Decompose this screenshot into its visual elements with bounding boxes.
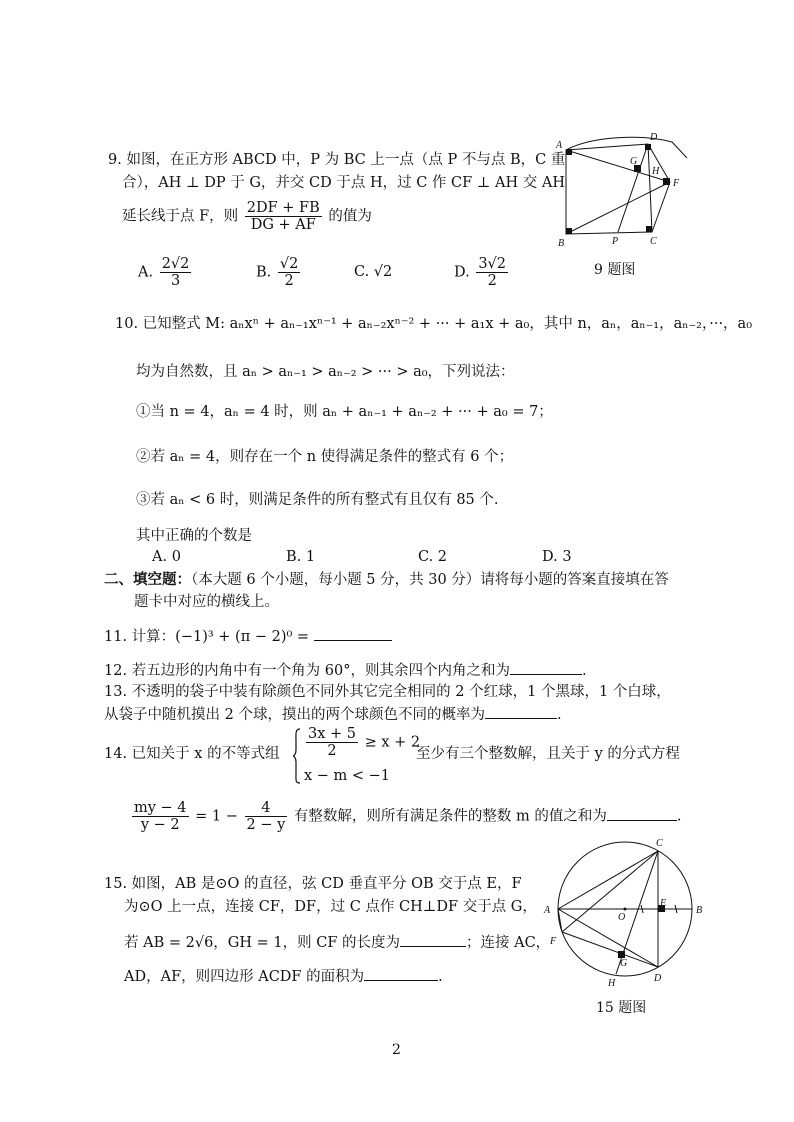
q14-eq-denominator-1: y − 2 bbox=[140, 817, 180, 833]
q15-line3-text: 若 AB = 2√6，GH = 1，则 CF 的长度为 bbox=[124, 935, 400, 951]
option-denominator: 2 bbox=[284, 273, 294, 289]
q10-option-c: C. 2 bbox=[418, 549, 448, 565]
q15-line4 bbox=[124, 966, 443, 987]
q10-option-b: B. 1 bbox=[286, 549, 316, 565]
q13-line2 bbox=[104, 704, 562, 725]
label-g: G bbox=[620, 958, 628, 969]
page-number: 2 bbox=[392, 1042, 401, 1058]
label-a: A bbox=[556, 140, 563, 151]
q10-option-d: D. 3 bbox=[542, 549, 572, 565]
label-f: F bbox=[673, 178, 680, 189]
q11-text: 11. 计算：(−1)³ + (π − 2)⁰ = bbox=[104, 629, 310, 645]
right-angle-mark-c bbox=[646, 226, 652, 232]
label-p: P bbox=[612, 236, 619, 247]
center-point-o bbox=[624, 908, 627, 911]
option-label: B. bbox=[256, 264, 272, 281]
section2-heading-line bbox=[104, 570, 669, 590]
label-g: G bbox=[630, 156, 638, 167]
q14-end: . bbox=[676, 808, 682, 825]
section2-desc2: 题卡中对应的横线上。 bbox=[134, 594, 279, 610]
option-numerator: 3√2 bbox=[478, 256, 507, 272]
label-b: B bbox=[696, 905, 703, 916]
q10-ask: 其中正确的个数是 bbox=[136, 528, 252, 544]
q9-option-a bbox=[138, 256, 193, 289]
q14-ineq1-numerator: 3x + 5 bbox=[308, 726, 356, 742]
q11-answer-blank[interactable] bbox=[314, 626, 392, 641]
q9-line3-pre: 延长线于点 F，则 bbox=[122, 208, 239, 225]
q15-line3 bbox=[124, 932, 550, 953]
q9-option-b bbox=[256, 256, 302, 289]
q12-text: 12. 若五边形的内角中有一个角为 60°，则其余四个内角之和为 bbox=[104, 663, 510, 679]
option-numerator: √2 bbox=[279, 256, 299, 272]
segment-ac bbox=[558, 851, 658, 909]
label-b: B bbox=[558, 238, 565, 249]
q14-inequality-1 bbox=[304, 726, 420, 759]
option-denominator: 2 bbox=[487, 273, 497, 289]
label-a: A bbox=[544, 905, 551, 916]
q14-answer-blank[interactable] bbox=[607, 806, 677, 821]
label-h: H bbox=[608, 978, 616, 989]
q13-end: . bbox=[556, 707, 562, 723]
q15-end: . bbox=[438, 969, 443, 985]
option-label: A. bbox=[138, 264, 154, 281]
label-f: F bbox=[550, 936, 557, 947]
q15-line4-text: AD，AF，则四边形 ACDF 的面积为 bbox=[124, 969, 365, 985]
q15-figure-caption: 15 题图 bbox=[596, 1000, 647, 1016]
right-angle-mark-g bbox=[618, 951, 625, 958]
label-c: C bbox=[656, 838, 663, 849]
q14-line2 bbox=[130, 800, 682, 833]
q10-statement-2: ②若 aₙ = 4，则存在一个 n 使得满足条件的整式有 6 个； bbox=[136, 449, 514, 465]
q10-statement-1: ①当 n = 4，aₙ = 4 时，则 aₙ + aₙ₋₁ + aₙ₋₂ + ··· + a₀ = 7； bbox=[136, 404, 553, 420]
label-e: E bbox=[660, 898, 667, 909]
q9-option-c bbox=[354, 262, 392, 282]
q10-option-a: A. 0 bbox=[152, 549, 181, 565]
q15-answer-blank-1[interactable] bbox=[400, 932, 466, 947]
right-angle-mark-a bbox=[566, 149, 572, 155]
q11 bbox=[104, 626, 392, 647]
q12 bbox=[104, 660, 587, 681]
q12-end: . bbox=[581, 663, 587, 679]
q13-line2-text: 从袋子中随机摸出 2 个球，摸出的两个球颜色不同的概率为 bbox=[104, 707, 485, 723]
q14-eq-denominator-2: 2 − y bbox=[246, 817, 286, 833]
q10-line1: 10. 已知整式 M: aₙxⁿ + aₙ₋₁xⁿ⁻¹ + aₙ₋₂xⁿ⁻² + ··· + a₁x + a₀，其中 n，aₙ，aₙ₋₁，aₙ₋₂，···，a₀ bbox=[115, 316, 753, 332]
q15-answer-blank-2[interactable] bbox=[364, 966, 438, 981]
q14-post: 至少有三个整数解，且关于 y 的分式方程 bbox=[416, 746, 680, 762]
q14-brace bbox=[292, 728, 302, 784]
q14-eq-mid: = 1 − bbox=[195, 808, 238, 825]
q9-figure bbox=[552, 128, 692, 250]
label-d: D bbox=[654, 973, 662, 984]
q12-answer-blank[interactable] bbox=[510, 660, 582, 675]
q9-option-d bbox=[454, 256, 510, 289]
label-c: C bbox=[650, 236, 657, 247]
option-value: √2 bbox=[373, 264, 393, 280]
square-abcd bbox=[566, 144, 652, 234]
option-numerator: 2√2 bbox=[161, 256, 190, 272]
q13-line1: 13. 不透明的袋子中装有除颜色不同外其它完全相同的 2 个红球，1 个黑球，1 个白球， bbox=[104, 684, 671, 700]
option-label: D. bbox=[454, 264, 470, 281]
q9-fraction-numerator: 2DF + FB bbox=[246, 200, 320, 216]
label-h: H bbox=[652, 166, 660, 177]
q9-fraction-denominator: DG + AF bbox=[250, 217, 316, 233]
label-d: D bbox=[650, 132, 658, 143]
q10-statement-3: ③若 aₙ < 6 时，则满足条件的所有整式有且仅有 85 个. bbox=[136, 492, 499, 508]
q14-eq-numerator-2: 4 bbox=[245, 800, 288, 817]
label-o: O bbox=[618, 912, 626, 923]
segment-ad bbox=[558, 909, 658, 967]
q14-ineq1-rest: ≥ x + 2 bbox=[364, 734, 421, 751]
right-angle-mark-b bbox=[566, 228, 572, 234]
q9-line3 bbox=[122, 200, 372, 233]
q14-eq-numerator-1: my − 4 bbox=[134, 800, 187, 816]
q14-ineq1-denominator: 2 bbox=[327, 743, 337, 759]
option-denominator: 3 bbox=[170, 273, 181, 289]
q15-figure bbox=[540, 836, 710, 992]
section2-desc1: （本大题 6 个小题，每小题 5 分，共 30 分）请将每小题的答案直接填在答 bbox=[191, 572, 669, 588]
q9-fraction bbox=[245, 200, 322, 233]
right-angle-mark-f bbox=[663, 178, 670, 185]
q9-line1: 9. 如图，在正方形 ABCD 中，P 为 BC 上一点（点 P 不与点 B，C 重 bbox=[108, 152, 566, 168]
q9-line3-post: 的值为 bbox=[328, 208, 372, 225]
q9-figure-caption: 9 题图 bbox=[594, 262, 636, 278]
q9-line2: 合），AH ⊥ DP 于 G，并交 CD 于点 H，过 C 作 CF ⊥ AH 交 AH bbox=[122, 175, 565, 191]
section2-heading: 二、填空题： bbox=[104, 571, 191, 588]
curve-top bbox=[566, 137, 687, 158]
q15-line1: 15. 如图，AB 是⊙O 的直径，弦 CD 垂直平分 OB 交于点 E，F bbox=[104, 876, 522, 892]
q15-line3-post: ；连接 AC， bbox=[466, 935, 551, 951]
right-angle-mark-d bbox=[645, 144, 651, 150]
q13-answer-blank[interactable] bbox=[485, 704, 557, 719]
q14-line2-post: 有整数解，则所有满足条件的整数 m 的值之和为 bbox=[293, 808, 607, 825]
q10-line2: 均为自然数，且 aₙ > aₙ₋₁ > aₙ₋₂ > ··· > a₀，下列说法： bbox=[136, 364, 515, 380]
q14-pre: 14. 已知关于 x 的不等式组 bbox=[104, 746, 280, 762]
segment-df bbox=[562, 932, 658, 967]
q14-inequality-2: x − m < −1 bbox=[304, 768, 391, 784]
q15-line2: 为⊙O 上一点，连接 CF，DF，过 C 点作 CH⊥DF 交于点 G， bbox=[124, 899, 537, 915]
option-label: C. bbox=[354, 264, 370, 280]
